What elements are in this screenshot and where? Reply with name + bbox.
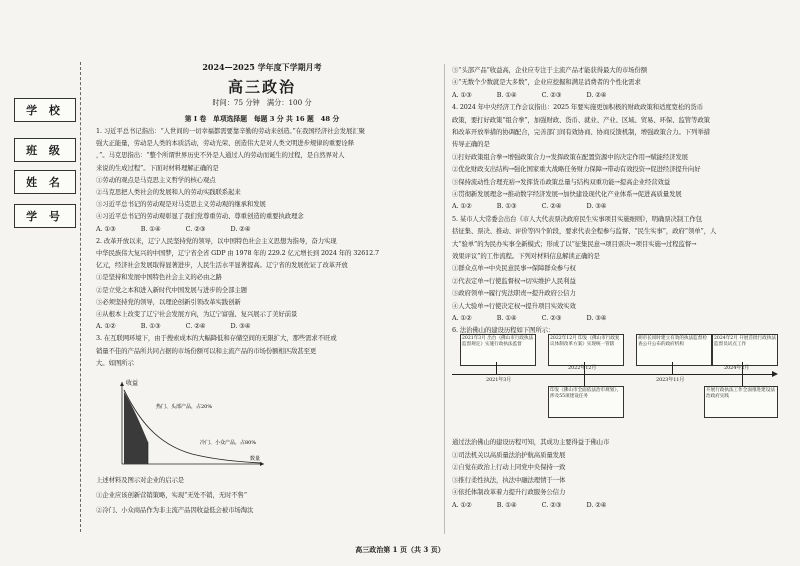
left-bottom-line: 上述材料及图示对企业的启示是 xyxy=(96,476,185,484)
timeline-box-low-1: 印发《佛山市全面依法治市规划》，涉及55项建设任务 xyxy=(548,386,624,418)
head-label: 热门、头部产品，占20% xyxy=(156,404,213,410)
down-tick-2 xyxy=(584,374,585,386)
left-lines-line: ②马克思把人类社会的发展和人的劳动实践联系起来 xyxy=(96,188,241,196)
right-bottom-lines-line: ④依托体制改革着力提升行政服务公信力 xyxy=(452,488,566,497)
left-lines-line: ④从根本上改变了辽宁社会发展方向，为辽宁富强、复兴展示了美好前景 xyxy=(96,310,298,318)
head-area xyxy=(124,392,148,464)
chart-ylabel: 收益 xyxy=(126,380,139,387)
right-lines-line: ③“头部产品”收益高，企业应专注于主流产品才能获得最大的市场份额 xyxy=(452,66,648,74)
left-lines-line: 2. 改革开放以来，辽宁人民坚持党的领导，以中国特色社会主义思想为指导，奋力实现 xyxy=(96,236,337,245)
right-lines-line: 传导正确的是 xyxy=(452,140,490,149)
left-lines-line: 销量不佳的产品所共同占据的市场份额可以和主流产品的市场份额相匹敌甚至更 xyxy=(96,346,317,355)
right-lines-line: ④人大验单→行使决定权→提升项目实效实效 xyxy=(452,301,576,310)
right-lines-line: ③政府领单→履行宪法职责→提升政府公信力 xyxy=(452,289,576,298)
time-score: 时间：75 分钟 满分：100 分 xyxy=(212,98,312,107)
date-4: 2024年2月 xyxy=(724,365,750,371)
date-3: 2023年11月 xyxy=(656,377,685,383)
school-label: 学 校 xyxy=(26,104,64,117)
binding-line xyxy=(80,62,81,532)
right-lines-line: 政策，要打好政策“组合拳”，加强财政、货币、就业、产业、区域、贸易、环保、监管等政策 xyxy=(452,115,710,124)
right-lines-line: 括征集、票决、推动、评价等四个阶段，要求代表全程参与监督、“民生实事”，政府“领单”，人 xyxy=(452,227,717,236)
long-tail-chart xyxy=(112,378,270,468)
right-lines-line: ②代表定单→行使监督权→切实维护人民利益 xyxy=(452,276,576,285)
grade-field xyxy=(14,138,76,162)
timeline-box-4: 2024年2月 开展首批行政执法监督员试点工作 xyxy=(712,334,778,366)
tick-1 xyxy=(496,362,497,374)
timeline-box-1: 2021年3月 出台《佛山市行政执法监督规定》实施行政执法监督 xyxy=(460,334,536,366)
date-1: 2021年3月 xyxy=(486,377,512,383)
exam-term: 2024—2025 学年度下学期月考 xyxy=(202,62,322,72)
number-label: 学 号 xyxy=(26,210,64,223)
right-lines-line: ④“无数个少数就是大多数”，企业应挖掘和满足消费者的个性化需求 xyxy=(452,78,641,87)
left-lines-line: 强大正能量，劳动是人类的本质活动，劳动光荣、创造伟大是对人类文明进步规律的重要诠释 xyxy=(96,139,354,148)
right-lines-line: ③保持流动性合理充裕→发挥货币政策总量与结构双重功能→提高企业经营效益 xyxy=(452,177,671,186)
name-label: 姓 名 xyxy=(26,176,64,189)
right-bottom-lines-line: ①司法机关以高质量法治护航高质量发展 xyxy=(452,450,566,459)
tick-3 xyxy=(672,362,673,374)
grade-label: 班 级 xyxy=(26,144,64,157)
left-lines-line: ③习近平总书记的劳动观是对马克思主义劳动观的继承和发展 xyxy=(96,200,266,209)
timeline-box-2: 2022年12月 印发《佛山市行政复议体制改革方案》实现统一管辖 xyxy=(548,334,624,366)
section-heading: 第 I 卷 单项选择题 每题 3 分 共 16 题 48 分 xyxy=(184,115,340,123)
right-bottom-lines-line: ③推行柔性执法，执法中融法理情于一体 xyxy=(452,475,566,484)
left-lines-line: ③必须坚持党的领导，以理论创新引领改革实践创新 xyxy=(96,297,241,306)
timeline-arrow xyxy=(772,371,778,377)
timeline-box-3: 胡市长同时建立有效的执法监督检查公开公布的政府机构 xyxy=(636,334,712,366)
right-bottom-lines-line: 通过法治佛山的建设历程可知，其成功主要得益于佛山市 xyxy=(452,438,610,446)
chart-xlabel: 数量 xyxy=(250,456,261,462)
page-footer: 高三政治第 1 页（共 3 页） xyxy=(355,545,445,554)
school-field xyxy=(14,98,76,122)
right-lines-line: 和改革开放举措的协调配合，完善部门间有效协商、协商反馈机制，增强政策合力。下列举措 xyxy=(452,128,710,136)
left-lines-line: 亿元，经济社会发展取得显著进步，人民生活水平显著提高。辽宁省的发展佐证了改革开放 xyxy=(96,261,348,270)
timeline-axis xyxy=(452,374,774,375)
left-lines-line: 1. 习近平总书记指出：“人世间的一切幸福都需要靠辛勤的劳动来创造。”在我国经济社会发展汇聚 xyxy=(96,127,365,135)
timeline-box-low-2: 开展行政执法工作全面推进建设法治政府实践 xyxy=(704,386,778,418)
left-bottom-line: ②冷门、小众商品作为非主流产品因收益低会被市场淘汰 xyxy=(96,506,254,514)
right-bottom-lines-line: ②自觉在政治上行动上同党中央保持一致 xyxy=(452,463,566,472)
page-title: 高三政治 xyxy=(227,78,296,96)
y-axis-arrow xyxy=(120,382,124,386)
name-field xyxy=(14,170,76,194)
left-lines-line: 来说的生成过程”。下面对材料理解正确的是 xyxy=(96,163,219,172)
left-lines-line: 中华民族伟大复兴的中国梦，辽宁省全省 GDP 由 1978 年的 229.2 亿元增长到 2024 年的 32612.7 xyxy=(96,249,379,257)
left-lines-line: ②是立党之本和进入新时代中国发展与进步的全部主题 xyxy=(96,285,247,294)
number-field xyxy=(14,204,76,228)
right-lines-line: ④贯彻新发展理念→推动数字经济发展→加快建设现代化产业体系→促进高质量发展 xyxy=(452,190,682,198)
right-lines-line: ②优化财政支出结构→强化国家重大战略任务财力保障→带动有效投资→促进经济提升向好 xyxy=(452,165,701,174)
right-lines-line: A. ①② B. ①③ C. ②④ D. ③④ xyxy=(452,202,607,211)
left-lines-line: ④习近平总书记的劳动观彰显了我们党尊重劳动、尊重创造的重要执政理念 xyxy=(96,212,304,221)
left-lines-line: ，”。马克思指出：“整个所谓世界历史不外是人通过人的劳动而诞生的过程，是自然界对人 xyxy=(96,151,345,160)
right-bottom-lines-line: A. ①② B. ①④ C. ②③ D. ②④ xyxy=(452,501,607,509)
tail-label: 冷门、小众产品，占80% xyxy=(200,440,257,446)
right-lines-line: 6. 法治佛山的建设历程如下图所示： xyxy=(452,326,555,335)
right-lines-line: A. ①③ B. ①④ C. ②③ D. ②④ xyxy=(452,90,607,99)
left-lines-line: ①劳动的观点是马克思主义哲学的核心观点 xyxy=(96,175,216,184)
left-lines-line: A. ①③ B. ①④ C. ②③ D. ②④ xyxy=(96,224,251,233)
left-bottom-line: ①企业应该创新营销策略，实现“无处不销，无时不售” xyxy=(96,491,248,499)
right-lines-line: 4. 2024 年中央经济工作会议指出：2025 年要实施更加积极的财政政策和适度宽松的货币 xyxy=(452,103,704,112)
down-tick-4 xyxy=(742,374,743,386)
left-lines-line: ①是坚持和发展中国特色社会主义的必由之路 xyxy=(96,273,222,282)
left-lines-line: A. ①② B. ①③ C. ②④ D. ③④ xyxy=(96,322,251,331)
timeline-diagram xyxy=(452,334,782,430)
right-lines-line: ①群众点单→中央民意民事→保障群众参与权 xyxy=(452,264,576,273)
right-lines-line: ①打好政策组合拳→增强政策合力→发挥政策在配置资源中的决定作用→赋能经济发展 xyxy=(452,152,688,161)
right-lines-line: 大“验单”的为民办实事全新模式；形成了以“征集民意→项目票决→项目实施→过程监督→ xyxy=(452,239,697,248)
date-2: 2022年12月 xyxy=(568,365,597,371)
right-lines-line: A. ①② B. ①④ C. ②③ D. ③④ xyxy=(452,314,607,322)
left-lines-line: 3. 在互联网环境下，由于搜索成本的大幅降低和存储空间的无限扩大，那些需求不旺或 xyxy=(96,334,337,343)
right-lines-line: 效果评议”的工作流程。下列对材料信息解读正确的是 xyxy=(452,252,600,260)
left-lines-line: 大。如图所示 xyxy=(96,358,134,367)
right-lines-line: 5. 某市人大常委会出台《市人大代表票决政府民生实事项目实施细则》，明确票决制工作包 xyxy=(452,214,702,223)
column-divider xyxy=(444,64,445,534)
